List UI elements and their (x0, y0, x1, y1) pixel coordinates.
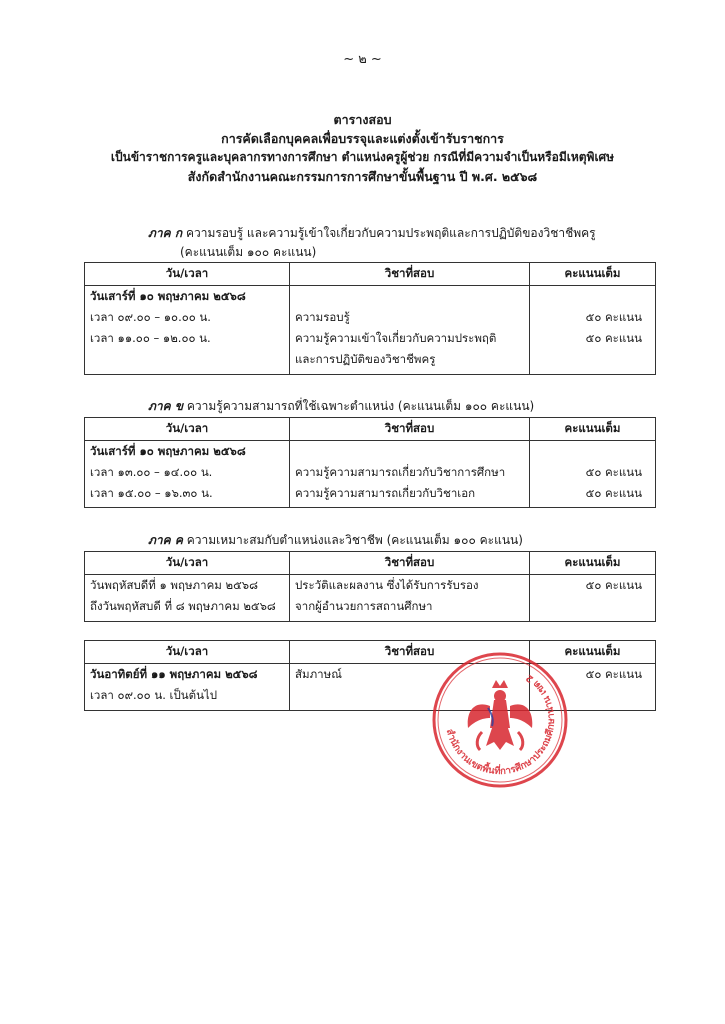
exam-subject: ประวัติและผลงาน ซึ่งได้รับการรับรอง (295, 578, 479, 592)
section-a-label: ภาค ก (148, 226, 183, 240)
exam-subject: ความรอบรู้ (295, 310, 350, 324)
exam-score: ๕๐ คะแนน (585, 465, 642, 479)
header-subject: วิชาที่สอบ (290, 418, 530, 441)
exam-time: เวลา ๑๓.๐๐ – ๑๔.๐๐ น. (90, 465, 213, 479)
section-c-heading (148, 531, 523, 549)
section-d-table (84, 640, 656, 711)
exam-date: วันเสาร์ที่ ๑๐ พฤษภาคม ๒๕๖๘ (90, 289, 246, 303)
exam-score: ๕๐ คะแนน (585, 331, 642, 345)
table-row (85, 575, 656, 622)
header-datetime: วัน/เวลา (85, 641, 290, 664)
section-c-label: ภาค ค (148, 533, 183, 547)
exam-subject: ความรู้ความเข้าใจเกี่ยวกับความประพฤติ (295, 331, 497, 345)
header-subject: วิชาที่สอบ (290, 263, 530, 286)
title-line-4: สังกัดสำนักงานคณะกรรมการการศึกษาขั้นพื้นฐาน ปี พ.ศ. ๒๕๖๘ (187, 169, 538, 184)
exam-score: ๕๐ คะแนน (585, 486, 642, 500)
exam-date: วันพฤหัสบดีที่ ๑ พฤษภาคม ๒๕๖๘ (90, 578, 258, 592)
exam-score: ๕๐ คะแนน (585, 578, 642, 592)
section-b-text: ความรู้ความสามารถที่ใช้เฉพาะตำแหน่ง (คะแนนเต็ม ๑๐๐ คะแนน) (186, 399, 535, 413)
table-row (85, 286, 656, 375)
title-line-2: การคัดเลือกบุคคลเพื่อบรรจุและแต่งตั้งเข้ารับราชการ (221, 131, 504, 146)
seal-text: สำนักงานเขตพื้นที่การศึกษาประถมศึกษาน่าน เขต 2 (443, 671, 558, 778)
header-score: คะแนนเต็ม (530, 552, 656, 575)
exam-date: ถึงวันพฤหัสบดี ที่ ๘ พฤษภาคม ๒๕๖๘ (90, 599, 276, 613)
exam-date: วันอาทิตย์ที่ ๑๑ พฤษภาคม ๒๕๖๘ (90, 667, 258, 681)
exam-subject: ความรู้ความสามารถเกี่ยวกับวิชาการศึกษา (295, 465, 506, 479)
exam-subject: สัมภาษณ์ (295, 667, 342, 681)
header-score: คะแนนเต็ม (530, 418, 656, 441)
section-a-score-note: (คะแนนเต็ม ๑๐๐ คะแนน) (180, 245, 317, 259)
section-b-heading (148, 397, 534, 415)
document-title (60, 110, 665, 186)
section-c-table (84, 551, 656, 622)
header-subject: วิชาที่สอบ (290, 552, 530, 575)
garuda-emblem-icon (468, 680, 533, 750)
header-score: คะแนนเต็ม (530, 641, 656, 664)
section-b-table (84, 417, 656, 508)
section-a-heading (148, 224, 596, 242)
exam-subject: จากผู้อำนวยการสถานศึกษา (295, 599, 433, 613)
exam-score: ๕๐ คะแนน (585, 667, 642, 681)
table-row (85, 441, 656, 508)
section-c-text: ความเหมาะสมกับตำแหน่งและวิชาชีพ (คะแนนเต็ม ๑๐๐ คะแนน) (186, 533, 523, 547)
official-seal-stamp (430, 650, 570, 790)
header-datetime: วัน/เวลา (85, 263, 290, 286)
exam-time: เวลา ๐๙.๐๐ – ๑๐.๐๐ น. (90, 310, 211, 324)
exam-subject: ความรู้ความสามารถเกี่ยวกับวิชาเอก (295, 486, 476, 500)
exam-time: เวลา ๐๙.๐๐ น. เป็นต้นไป (90, 688, 218, 702)
header-score: คะแนนเต็ม (530, 263, 656, 286)
page-number: ~ ๒ ~ (343, 52, 382, 67)
header-subject: วิชาที่สอบ (290, 641, 530, 664)
title-line-1: ตารางสอบ (333, 112, 392, 127)
title-line-3: เป็นข้าราชการครูและบุคลากรทางการศึกษา ตำแหน่งครูผู้ช่วย กรณีที่มีความจำเป็นหรือมีเหตุพิเศษ (110, 150, 615, 164)
exam-score: ๕๐ คะแนน (585, 310, 642, 324)
exam-time: เวลา ๑๑.๐๐ – ๑๒.๐๐ น. (90, 331, 211, 345)
header-datetime: วัน/เวลา (85, 418, 290, 441)
section-b-label: ภาค ข (148, 399, 184, 413)
header-datetime: วัน/เวลา (85, 552, 290, 575)
exam-date: วันเสาร์ที่ ๑๐ พฤษภาคม ๒๕๖๘ (90, 444, 246, 458)
section-a-text: ความรอบรู้ และความรู้เข้าใจเกี่ยวกับความประพฤติและการปฏิบัติของวิชาชีพครู (185, 226, 596, 240)
exam-subject: และการปฏิบัติของวิชาชีพครู (295, 352, 436, 366)
section-a-table (84, 262, 656, 375)
exam-time: เวลา ๑๕.๐๐ – ๑๖.๓๐ น. (90, 486, 213, 500)
